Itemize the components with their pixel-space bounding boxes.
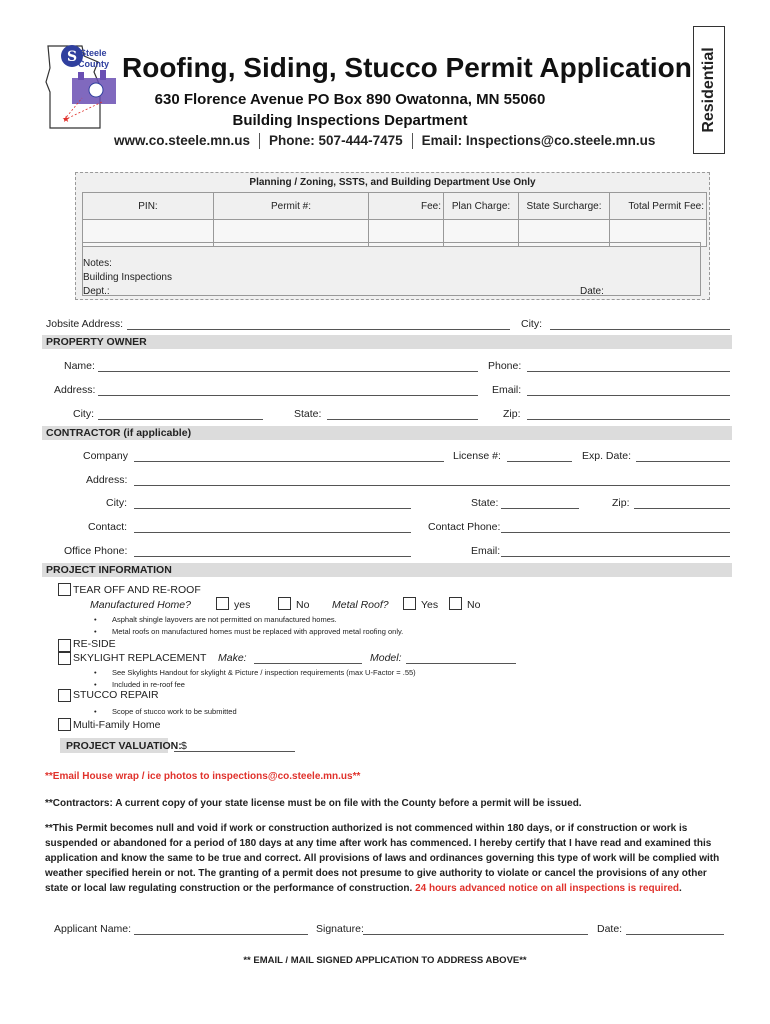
contractor-city-label: City: — [106, 497, 127, 509]
contractor-state-label: State: — [471, 497, 499, 509]
owner-city-label: City: — [73, 408, 94, 420]
logo-text-county: County — [78, 59, 109, 69]
office-address: 630 Florence Avenue PO Box 890 Owatonna, MN 55060 — [154, 91, 546, 108]
office-phone-input[interactable] — [134, 556, 411, 557]
skylight-label: SKYLIGHT REPLACEMENT — [73, 652, 207, 664]
state-surcharge-header: State Surcharge: — [519, 193, 610, 220]
residential-label: Residential — [700, 47, 717, 133]
manufactured-no-label: No — [296, 599, 310, 611]
license-label: License #: — [453, 450, 501, 462]
office-use-heading: Planning / Zoning, SSTS, and Building Department Use Only — [249, 177, 536, 188]
contractor-address-label: Address: — [86, 474, 128, 486]
manufactured-home-label: Manufactured Home? — [90, 599, 191, 611]
owner-name-label: Name: — [64, 360, 95, 372]
void-end: . — [679, 883, 682, 894]
owner-zip-label: Zip: — [503, 408, 521, 420]
jobsite-address-input[interactable] — [127, 329, 510, 330]
project-info-section: PROJECT INFORMATION — [42, 563, 732, 577]
applicant-name-input[interactable] — [134, 934, 308, 935]
void-notice — [45, 821, 725, 896]
dollar-sign: $ — [181, 740, 187, 752]
contractor-email-input[interactable] — [501, 556, 730, 557]
void-line-1: **This Permit becomes null and void if work or construction authorized is not commenced within 180 days, or if construction or work is — [45, 823, 688, 834]
owner-address-label: Address: — [54, 384, 96, 396]
contractor-zip-label: Zip: — [612, 497, 630, 509]
fee-header: Fee: — [369, 193, 444, 220]
make-label: Make: — [218, 652, 247, 664]
contractor-section: CONTRACTOR (if applicable) — [42, 426, 732, 440]
svg-text:S: S — [66, 49, 78, 65]
valuation-label: PROJECT VALUATION: — [66, 740, 182, 752]
email-link[interactable]: Email: Inspections@co.steele.mn.us — [421, 133, 656, 148]
owner-email-label: Email: — [492, 384, 522, 396]
page-title: Roofing, Siding, Stucco Permit Application — [122, 52, 692, 83]
dept-label-2: Dept.: — [83, 286, 110, 297]
contact-label: Contact: — [88, 521, 128, 533]
owner-email-input[interactable] — [527, 395, 730, 396]
contractor-email-label: Email: — [471, 545, 501, 557]
skylight-checkbox[interactable] — [58, 652, 71, 665]
owner-phone-input[interactable] — [527, 371, 730, 372]
contractor-company-label: Company — [83, 450, 128, 462]
license-input[interactable] — [507, 461, 572, 462]
signature-label: Signature: — [316, 923, 364, 935]
website-link[interactable]: www.co.steele.mn.us — [114, 133, 251, 148]
reside-checkbox[interactable] — [58, 639, 71, 652]
make-input[interactable] — [254, 663, 362, 664]
permit-header: Permit #: — [214, 193, 369, 220]
metal-roof-no-label: No — [467, 599, 481, 611]
owner-city-input[interactable] — [98, 419, 263, 420]
contact-input[interactable] — [134, 532, 411, 533]
contractor-company-input[interactable] — [134, 461, 444, 462]
notes-label: Notes: — [83, 258, 112, 269]
signature-date-label: Date: — [597, 923, 623, 935]
metal-roof-label: Metal Roof? — [332, 599, 389, 611]
contact-line — [114, 133, 655, 149]
manufactured-yes-label: yes — [234, 599, 251, 611]
valuation-input[interactable] — [174, 751, 295, 752]
owner-address-input[interactable] — [98, 395, 478, 396]
office-phone-label: Office Phone: — [64, 545, 128, 557]
stucco-checkbox[interactable] — [58, 689, 71, 702]
total-fee-header: Total Permit Fee: — [610, 193, 707, 220]
model-input[interactable] — [406, 663, 516, 664]
void-line-4: weather specified herein or not. The granting of a permit does not presume to give authority to violate or cancel the provisions of any other — [45, 868, 707, 879]
tear-off-checkbox[interactable] — [58, 583, 71, 596]
residential-badge — [693, 26, 725, 154]
stucco-label: STUCCO REPAIR — [73, 689, 159, 701]
manufactured-no-checkbox[interactable] — [278, 597, 291, 610]
multi-family-checkbox[interactable] — [58, 718, 71, 731]
svg-text:★: ★ — [62, 114, 71, 124]
owner-zip-input[interactable] — [527, 419, 730, 420]
property-owner-section: PROPERTY OWNER — [42, 335, 732, 349]
owner-state-label: State: — [294, 408, 322, 420]
office-date-label: Date: — [580, 286, 604, 297]
logo-text-steele: Steele — [80, 48, 107, 58]
jobsite-address-label: Jobsite Address: — [46, 318, 124, 330]
office-use-box — [75, 172, 710, 300]
license-notice: **Contractors: A current copy of your state license must be on file with the County before a permit will be issued. — [45, 798, 582, 809]
applicant-name-label: Applicant Name: — [54, 923, 132, 935]
model-label: Model: — [370, 652, 402, 664]
phone-text: Phone: 507-444-7475 — [269, 133, 403, 148]
void-line-3: application and know the same to be true and correct. All provisions of laws and ordinances governing this type of work will be complied with — [45, 853, 720, 864]
void-line-5-text: state or local law regulating construction or the performance of construction. — [45, 883, 413, 894]
reside-label: RE-SIDE — [73, 638, 116, 650]
bullet-metal: • Metal roofs on manufactured homes must be replaced with approved metal roofing only. — [112, 627, 403, 636]
signature-date-input[interactable] — [626, 934, 724, 935]
contractor-city-input[interactable] — [134, 508, 411, 509]
owner-phone-label: Phone: — [488, 360, 522, 372]
contact-phone-input[interactable] — [501, 532, 730, 533]
bullet-skylight: • See Skylights Handout for skylight & Picture / inspection requirements (max U-Factor = .55) — [112, 668, 416, 677]
contractor-zip-input[interactable] — [634, 508, 730, 509]
owner-name-input[interactable] — [98, 371, 478, 372]
bullet-asphalt: • Asphalt shingle layovers are not permitted on manufactured homes. — [112, 615, 337, 624]
pin-header: PIN: — [83, 193, 214, 220]
dept-label-1: Building Inspections — [83, 272, 172, 283]
metal-roof-yes-label: Yes — [421, 599, 439, 611]
bullet-included: • Included in re-roof fee — [112, 680, 185, 689]
footer-notice: ** EMAIL / MAIL SIGNED APPLICATION TO ADDRESS ABOVE** — [243, 955, 527, 966]
office-use-table — [82, 192, 707, 247]
exp-date-label: Exp. Date: — [582, 450, 632, 462]
metal-roof-yes-checkbox[interactable] — [403, 597, 416, 610]
owner-state-input[interactable] — [327, 419, 478, 420]
contractor-address-input[interactable] — [134, 485, 730, 486]
void-line-5 — [45, 881, 725, 896]
exp-date-input[interactable] — [636, 461, 730, 462]
metal-roof-no-checkbox[interactable] — [449, 597, 462, 610]
contact-phone-label: Contact Phone: — [428, 521, 501, 533]
bullet-stucco: • Scope of stucco work to be submitted — [112, 707, 237, 716]
jobsite-city-label: City: — [521, 318, 542, 330]
plan-charge-header: Plan Charge: — [444, 193, 519, 220]
notes-area[interactable] — [82, 242, 701, 296]
void-line-2: suspended or abandoned for a period of 180 days at any time after work has commenced. I hereby certify that I have read and examined this — [45, 838, 712, 849]
signature-input[interactable] — [363, 934, 588, 935]
inspection-notice: 24 hours advanced notice on all inspections is required — [415, 883, 680, 894]
jobsite-city-input[interactable] — [550, 329, 730, 330]
tear-off-label: TEAR OFF AND RE-ROOF — [73, 584, 201, 596]
contractor-state-input[interactable] — [501, 508, 579, 509]
email-photos-notice: **Email House wrap / ice photos to inspections@co.steele.mn.us** — [45, 771, 361, 782]
department-name: Building Inspections Department — [232, 112, 468, 129]
manufactured-yes-checkbox[interactable] — [216, 597, 229, 610]
multi-family-label: Multi-Family Home — [73, 719, 161, 731]
